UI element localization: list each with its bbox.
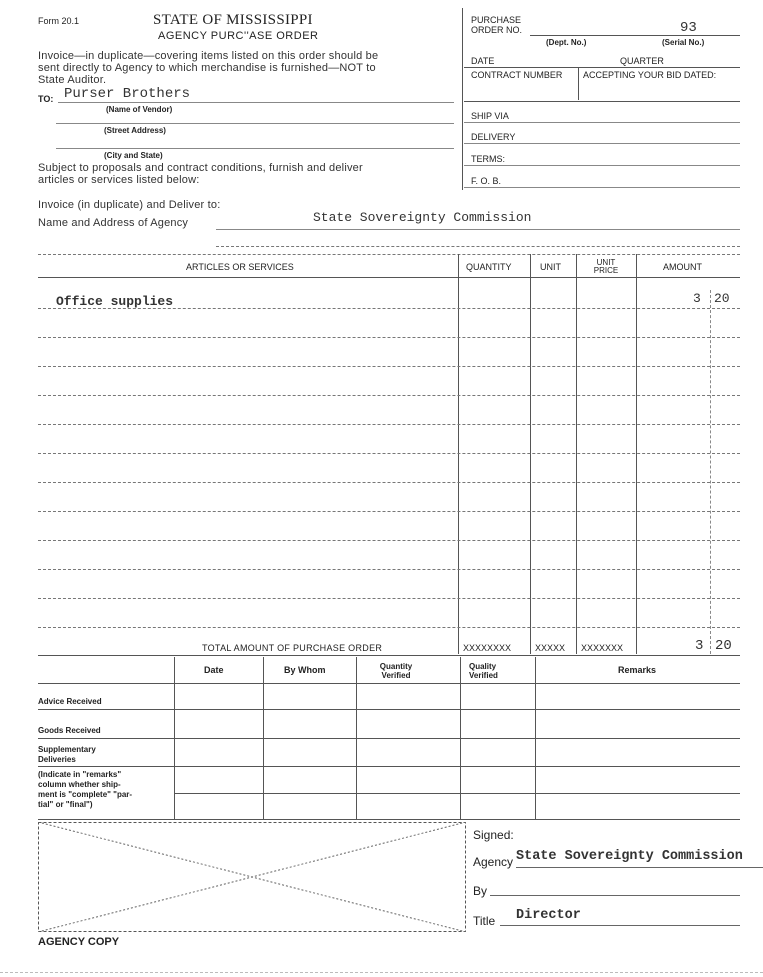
item-row-line [38, 308, 740, 309]
form-number: Form 20.1 [38, 16, 80, 26]
item-row-line [38, 366, 740, 367]
date-label: DATE [471, 56, 495, 66]
supplementary-label-2: Deliveries [38, 755, 76, 764]
agency-address-value: State Sovereignty Commission [313, 210, 532, 225]
col-divider-amount [636, 254, 637, 654]
signature-agency-label: Agency [473, 855, 514, 869]
signature-agency-line [516, 867, 763, 868]
signature-title-value: Director [516, 908, 581, 923]
col-divider-unit [530, 254, 531, 654]
instruction-line-1: Invoice—in duplicate—covering items listed on this order should be [38, 50, 379, 62]
item-amount-cents: 20 [714, 291, 730, 306]
ship-via-line [464, 122, 740, 123]
subject-line-2: articles or services listed below: [38, 174, 200, 186]
state-title: STATE OF MISSISSIPPI [153, 12, 313, 28]
vendor-name-line [58, 102, 454, 103]
receipt-row-line [38, 709, 740, 710]
receipt-qty-verified-header-1: Quantity [379, 662, 413, 671]
item-row-line [38, 395, 740, 396]
item-row-line [38, 540, 740, 541]
supplementary-label-1: Supplementary [38, 745, 96, 754]
instruction-line-3: State Auditor. [38, 74, 107, 86]
item-row-line [38, 453, 740, 454]
crossed-out-box [38, 822, 466, 932]
advice-received-label: Advice Received [38, 697, 102, 706]
invoice-deliver-label: Invoice (in duplicate) and Deliver to: [38, 199, 221, 211]
vendor-name-label: (Name of Vendor) [106, 105, 173, 114]
receipt-quality-verified-header-1: Quality [469, 662, 497, 671]
items-table-top-line [38, 254, 740, 255]
goods-received-label: Goods Received [38, 726, 101, 735]
unit-header: UNIT [540, 262, 561, 272]
receipt-row-line [38, 738, 740, 739]
agency-address-line [216, 229, 740, 230]
serial-no-label: (Serial No.) [662, 38, 705, 47]
signature-title-line [500, 925, 740, 926]
remarks-note-3: ment is "complete" "par- [38, 790, 133, 799]
po-number-line [530, 35, 740, 36]
page-bottom-edge [0, 972, 763, 973]
item-row-line [38, 337, 740, 338]
receipt-remarks-header: Remarks [618, 665, 657, 675]
receipt-by-whom-header: By Whom [284, 665, 326, 675]
contract-line [464, 101, 740, 102]
signature-by-line [490, 895, 740, 896]
quantity-header: QUANTITY [466, 262, 512, 272]
item-row-line [38, 482, 740, 483]
col-divider-qty [458, 254, 459, 654]
terms-label: TERMS: [471, 154, 506, 164]
amount-header: AMOUNT [663, 262, 702, 272]
street-label: (Street Address) [104, 126, 166, 135]
item-row-line [38, 598, 740, 599]
to-label: TO: [38, 94, 54, 104]
po-label-2: ORDER NO. [471, 25, 523, 35]
terms-line [464, 165, 740, 166]
receipt-row-line [174, 793, 740, 794]
articles-header: ARTICLES OR SERVICES [186, 262, 294, 272]
fob-label: F. O. B. [471, 176, 502, 186]
po-serial-number: 93 [680, 20, 697, 36]
remarks-note-2: column whether ship- [38, 780, 121, 789]
item-description: Office supplies [56, 294, 174, 309]
unit-price-header-2: PRICE [593, 266, 619, 275]
receipt-bottom-line [38, 819, 740, 820]
agency-copy-label: AGENCY COPY [38, 936, 120, 948]
col-divider-price [576, 254, 577, 654]
receipt-header-line [38, 683, 740, 684]
receipt-qty-verified-header-2: Verified [381, 671, 411, 680]
total-label: TOTAL AMOUNT OF PURCHASE ORDER [202, 643, 383, 653]
signature-agency-value: State Sovereignty Commission [516, 849, 743, 864]
receipt-quality-verified-header-2: Verified [469, 671, 498, 680]
street-line [56, 123, 454, 124]
unit-price-header-1: UNIT [596, 258, 616, 267]
ship-via-label: SHIP VIA [471, 111, 509, 121]
subject-line-1: Subject to proposals and contract conditions, furnish and deliver [38, 162, 363, 174]
total-unit-x: XXXXX [535, 643, 566, 653]
dept-no-label: (Dept. No.) [546, 38, 587, 47]
form-subtitle: AGENCY PURC''ASE ORDER [158, 30, 319, 42]
total-qty-x: XXXXXXXX [463, 643, 512, 653]
total-dollars: 3 [695, 638, 704, 654]
remarks-note-1: (Indicate in "remarks" [38, 770, 122, 779]
city-line [56, 148, 454, 149]
signature-title-label: Title [473, 914, 496, 928]
col-divider-cents [710, 290, 711, 654]
delivery-label: DELIVERY [471, 132, 516, 142]
items-header-line [38, 277, 740, 278]
total-price-x: XXXXXXX [581, 643, 624, 653]
item-amount-dollars: 3 [693, 291, 701, 306]
item-row-line [38, 511, 740, 512]
agency-address-line-2 [216, 246, 740, 247]
agency-address-label: Name and Address of Agency [38, 217, 189, 229]
po-label-1: PURCHASE [471, 15, 522, 25]
quarter-label: QUARTER [620, 56, 664, 66]
vendor-name: Purser Brothers [64, 86, 191, 102]
item-row-line [38, 627, 740, 628]
total-cents: 20 [715, 638, 732, 654]
date-line [464, 67, 740, 68]
instruction-line-2: sent directly to Agency to which merchandise is furnished—NOT to [38, 62, 376, 74]
accepting-bid-label: ACCEPTING YOUR BID DATED: [583, 70, 717, 80]
remarks-note-4: tial" or "final") [38, 800, 93, 809]
contract-divider [578, 68, 579, 100]
delivery-line [464, 143, 740, 144]
right-box-divider [462, 8, 463, 190]
fob-line [464, 187, 740, 188]
city-label: (City and State) [104, 151, 163, 160]
contract-number-label: CONTRACT NUMBER [471, 70, 563, 80]
signed-label: Signed: [473, 828, 514, 842]
receipt-row-line [38, 766, 740, 767]
total-line [38, 655, 740, 656]
receipt-date-header: Date [204, 665, 224, 675]
item-row-line [38, 569, 740, 570]
item-row-line [38, 424, 740, 425]
signature-by-label: By [473, 884, 488, 898]
